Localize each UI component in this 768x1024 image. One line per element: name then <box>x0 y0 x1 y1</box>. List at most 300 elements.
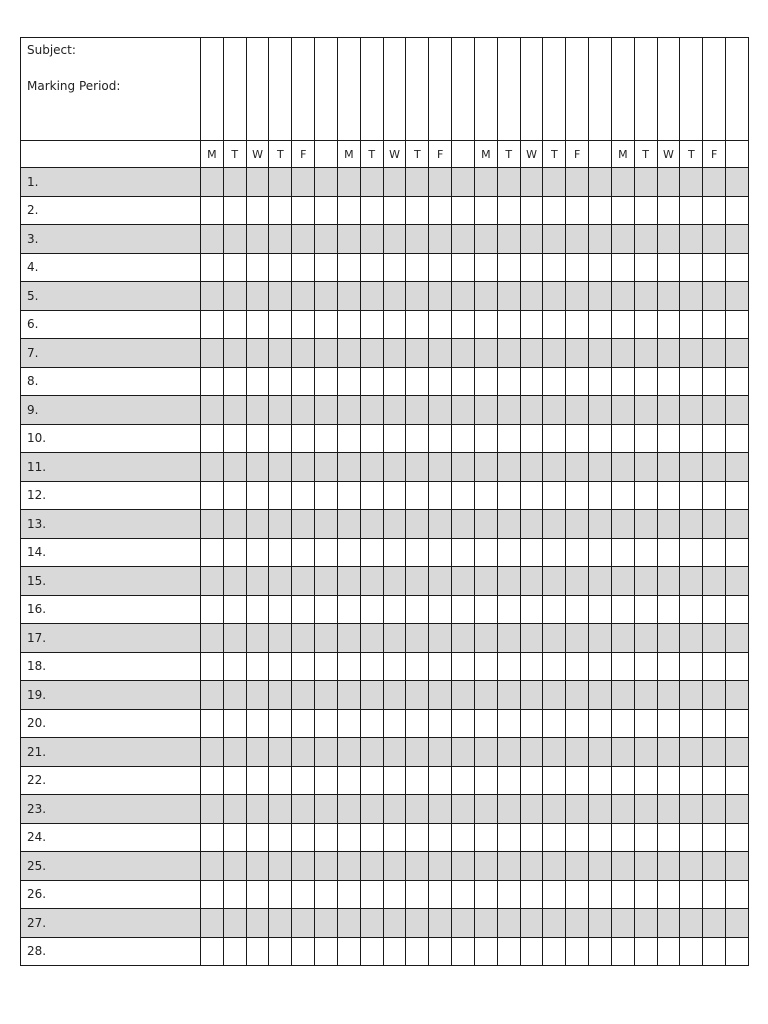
attendance-cell[interactable] <box>269 624 292 653</box>
attendance-cell[interactable] <box>292 766 315 795</box>
attendance-cell[interactable] <box>703 510 726 539</box>
attendance-cell[interactable] <box>566 538 589 567</box>
attendance-cell[interactable] <box>474 396 497 425</box>
header-blank-cell[interactable] <box>406 38 429 141</box>
attendance-cell[interactable] <box>223 453 246 482</box>
attendance-cell[interactable] <box>520 652 543 681</box>
attendance-cell[interactable] <box>703 253 726 282</box>
attendance-cell[interactable] <box>360 681 383 710</box>
attendance-cell[interactable] <box>726 424 749 453</box>
attendance-cell[interactable] <box>223 424 246 453</box>
attendance-cell[interactable] <box>543 538 566 567</box>
attendance-cell[interactable] <box>292 310 315 339</box>
attendance-cell[interactable] <box>566 282 589 311</box>
attendance-cell[interactable] <box>520 453 543 482</box>
attendance-cell[interactable] <box>543 339 566 368</box>
attendance-cell[interactable] <box>566 453 589 482</box>
attendance-cell[interactable] <box>223 709 246 738</box>
attendance-cell[interactable] <box>201 880 224 909</box>
attendance-cell[interactable] <box>429 766 452 795</box>
student-number-cell[interactable]: 7. <box>21 339 201 368</box>
attendance-cell[interactable] <box>680 709 703 738</box>
attendance-cell[interactable] <box>520 709 543 738</box>
attendance-cell[interactable] <box>634 424 657 453</box>
attendance-cell[interactable] <box>406 253 429 282</box>
attendance-cell[interactable] <box>543 282 566 311</box>
attendance-cell[interactable] <box>223 168 246 197</box>
attendance-cell[interactable] <box>429 795 452 824</box>
attendance-cell[interactable] <box>246 681 269 710</box>
attendance-cell[interactable] <box>680 367 703 396</box>
attendance-cell[interactable] <box>497 168 520 197</box>
attendance-cell[interactable] <box>589 424 612 453</box>
attendance-cell[interactable] <box>589 225 612 254</box>
attendance-cell[interactable] <box>452 652 475 681</box>
attendance-cell[interactable] <box>360 738 383 767</box>
attendance-cell[interactable] <box>383 310 406 339</box>
student-number-cell[interactable]: 28. <box>21 937 201 966</box>
attendance-cell[interactable] <box>543 823 566 852</box>
attendance-cell[interactable] <box>566 196 589 225</box>
attendance-cell[interactable] <box>497 823 520 852</box>
attendance-cell[interactable] <box>269 852 292 881</box>
attendance-cell[interactable] <box>223 367 246 396</box>
attendance-cell[interactable] <box>520 481 543 510</box>
attendance-cell[interactable] <box>406 624 429 653</box>
attendance-cell[interactable] <box>566 937 589 966</box>
student-number-cell[interactable]: 18. <box>21 652 201 681</box>
header-blank-cell[interactable] <box>474 38 497 141</box>
attendance-cell[interactable] <box>543 652 566 681</box>
attendance-cell[interactable] <box>726 766 749 795</box>
attendance-cell[interactable] <box>497 937 520 966</box>
attendance-cell[interactable] <box>566 481 589 510</box>
attendance-cell[interactable] <box>201 481 224 510</box>
attendance-cell[interactable] <box>497 510 520 539</box>
attendance-cell[interactable] <box>269 396 292 425</box>
attendance-cell[interactable] <box>246 795 269 824</box>
attendance-cell[interactable] <box>292 168 315 197</box>
attendance-cell[interactable] <box>337 766 360 795</box>
attendance-cell[interactable] <box>726 624 749 653</box>
attendance-cell[interactable] <box>703 396 726 425</box>
attendance-cell[interactable] <box>497 709 520 738</box>
attendance-cell[interactable] <box>589 595 612 624</box>
attendance-cell[interactable] <box>201 681 224 710</box>
attendance-cell[interactable] <box>474 709 497 738</box>
attendance-cell[interactable] <box>360 453 383 482</box>
attendance-cell[interactable] <box>657 652 680 681</box>
attendance-cell[interactable] <box>246 766 269 795</box>
attendance-cell[interactable] <box>337 852 360 881</box>
attendance-cell[interactable] <box>452 168 475 197</box>
attendance-cell[interactable] <box>680 196 703 225</box>
attendance-cell[interactable] <box>269 538 292 567</box>
attendance-cell[interactable] <box>657 367 680 396</box>
attendance-cell[interactable] <box>680 937 703 966</box>
attendance-cell[interactable] <box>497 880 520 909</box>
attendance-cell[interactable] <box>680 453 703 482</box>
attendance-cell[interactable] <box>589 253 612 282</box>
attendance-cell[interactable] <box>360 282 383 311</box>
attendance-cell[interactable] <box>223 339 246 368</box>
attendance-cell[interactable] <box>634 510 657 539</box>
attendance-cell[interactable] <box>315 937 338 966</box>
attendance-cell[interactable] <box>292 339 315 368</box>
attendance-cell[interactable] <box>429 567 452 596</box>
student-number-cell[interactable]: 3. <box>21 225 201 254</box>
attendance-cell[interactable] <box>543 937 566 966</box>
attendance-cell[interactable] <box>520 196 543 225</box>
attendance-cell[interactable] <box>315 481 338 510</box>
attendance-cell[interactable] <box>429 453 452 482</box>
student-number-cell[interactable]: 26. <box>21 880 201 909</box>
attendance-cell[interactable] <box>269 168 292 197</box>
attendance-cell[interactable] <box>452 595 475 624</box>
attendance-cell[interactable] <box>337 909 360 938</box>
attendance-cell[interactable] <box>680 795 703 824</box>
attendance-cell[interactable] <box>634 310 657 339</box>
attendance-cell[interactable] <box>520 880 543 909</box>
student-number-cell[interactable]: 17. <box>21 624 201 653</box>
attendance-cell[interactable] <box>292 595 315 624</box>
attendance-cell[interactable] <box>611 624 634 653</box>
attendance-cell[interactable] <box>657 339 680 368</box>
attendance-cell[interactable] <box>337 538 360 567</box>
attendance-cell[interactable] <box>497 852 520 881</box>
attendance-cell[interactable] <box>315 510 338 539</box>
attendance-cell[interactable] <box>657 880 680 909</box>
attendance-cell[interactable] <box>589 937 612 966</box>
attendance-cell[interactable] <box>657 595 680 624</box>
student-number-cell[interactable]: 1. <box>21 168 201 197</box>
attendance-cell[interactable] <box>201 339 224 368</box>
attendance-cell[interactable] <box>497 624 520 653</box>
attendance-cell[interactable] <box>246 652 269 681</box>
header-blank-cell[interactable] <box>497 38 520 141</box>
attendance-cell[interactable] <box>452 282 475 311</box>
attendance-cell[interactable] <box>726 652 749 681</box>
attendance-cell[interactable] <box>383 225 406 254</box>
attendance-cell[interactable] <box>201 225 224 254</box>
attendance-cell[interactable] <box>680 310 703 339</box>
attendance-cell[interactable] <box>292 567 315 596</box>
attendance-cell[interactable] <box>543 681 566 710</box>
attendance-cell[interactable] <box>429 282 452 311</box>
attendance-cell[interactable] <box>406 225 429 254</box>
attendance-cell[interactable] <box>657 795 680 824</box>
student-number-cell[interactable]: 24. <box>21 823 201 852</box>
attendance-cell[interactable] <box>429 909 452 938</box>
attendance-cell[interactable] <box>383 937 406 966</box>
attendance-cell[interactable] <box>246 481 269 510</box>
attendance-cell[interactable] <box>726 481 749 510</box>
attendance-cell[interactable] <box>680 823 703 852</box>
attendance-cell[interactable] <box>223 595 246 624</box>
attendance-cell[interactable] <box>611 823 634 852</box>
attendance-cell[interactable] <box>497 339 520 368</box>
attendance-cell[interactable] <box>726 168 749 197</box>
attendance-cell[interactable] <box>611 453 634 482</box>
attendance-cell[interactable] <box>634 681 657 710</box>
attendance-cell[interactable] <box>337 453 360 482</box>
attendance-cell[interactable] <box>246 538 269 567</box>
attendance-cell[interactable] <box>520 766 543 795</box>
attendance-cell[interactable] <box>246 852 269 881</box>
attendance-cell[interactable] <box>201 652 224 681</box>
attendance-cell[interactable] <box>657 396 680 425</box>
attendance-cell[interactable] <box>269 909 292 938</box>
attendance-cell[interactable] <box>201 852 224 881</box>
attendance-cell[interactable] <box>589 282 612 311</box>
attendance-cell[interactable] <box>520 282 543 311</box>
attendance-cell[interactable] <box>429 652 452 681</box>
attendance-cell[interactable] <box>223 652 246 681</box>
attendance-cell[interactable] <box>201 909 224 938</box>
attendance-cell[interactable] <box>566 424 589 453</box>
attendance-cell[interactable] <box>703 567 726 596</box>
attendance-cell[interactable] <box>726 538 749 567</box>
attendance-cell[interactable] <box>383 595 406 624</box>
attendance-cell[interactable] <box>246 168 269 197</box>
attendance-cell[interactable] <box>657 567 680 596</box>
student-number-cell[interactable]: 25. <box>21 852 201 881</box>
attendance-cell[interactable] <box>634 196 657 225</box>
attendance-cell[interactable] <box>246 510 269 539</box>
attendance-cell[interactable] <box>337 196 360 225</box>
attendance-cell[interactable] <box>223 196 246 225</box>
attendance-cell[interactable] <box>406 196 429 225</box>
student-number-cell[interactable]: 9. <box>21 396 201 425</box>
attendance-cell[interactable] <box>383 396 406 425</box>
attendance-cell[interactable] <box>383 367 406 396</box>
attendance-cell[interactable] <box>566 367 589 396</box>
attendance-cell[interactable] <box>543 766 566 795</box>
attendance-cell[interactable] <box>429 339 452 368</box>
attendance-cell[interactable] <box>474 310 497 339</box>
student-number-cell[interactable]: 15. <box>21 567 201 596</box>
attendance-cell[interactable] <box>223 909 246 938</box>
attendance-cell[interactable] <box>201 709 224 738</box>
attendance-cell[interactable] <box>315 310 338 339</box>
attendance-cell[interactable] <box>406 595 429 624</box>
attendance-cell[interactable] <box>292 880 315 909</box>
header-blank-cell[interactable] <box>589 38 612 141</box>
attendance-cell[interactable] <box>315 396 338 425</box>
attendance-cell[interactable] <box>566 396 589 425</box>
attendance-cell[interactable] <box>223 253 246 282</box>
attendance-cell[interactable] <box>292 225 315 254</box>
header-blank-cell[interactable] <box>680 38 703 141</box>
attendance-cell[interactable] <box>315 196 338 225</box>
attendance-cell[interactable] <box>611 880 634 909</box>
attendance-cell[interactable] <box>680 339 703 368</box>
attendance-cell[interactable] <box>611 852 634 881</box>
attendance-cell[interactable] <box>429 225 452 254</box>
attendance-cell[interactable] <box>223 310 246 339</box>
attendance-cell[interactable] <box>726 709 749 738</box>
attendance-cell[interactable] <box>634 367 657 396</box>
attendance-cell[interactable] <box>543 909 566 938</box>
attendance-cell[interactable] <box>292 196 315 225</box>
attendance-cell[interactable] <box>406 567 429 596</box>
attendance-cell[interactable] <box>634 225 657 254</box>
attendance-cell[interactable] <box>657 738 680 767</box>
attendance-cell[interactable] <box>337 652 360 681</box>
attendance-cell[interactable] <box>703 795 726 824</box>
header-blank-cell[interactable] <box>703 38 726 141</box>
attendance-cell[interactable] <box>543 510 566 539</box>
student-number-cell[interactable]: 5. <box>21 282 201 311</box>
attendance-cell[interactable] <box>634 538 657 567</box>
student-number-cell[interactable]: 4. <box>21 253 201 282</box>
attendance-cell[interactable] <box>223 823 246 852</box>
attendance-cell[interactable] <box>657 282 680 311</box>
attendance-cell[interactable] <box>589 681 612 710</box>
attendance-cell[interactable] <box>406 823 429 852</box>
attendance-cell[interactable] <box>566 738 589 767</box>
attendance-cell[interactable] <box>406 339 429 368</box>
attendance-cell[interactable] <box>634 709 657 738</box>
attendance-cell[interactable] <box>611 168 634 197</box>
header-blank-cell[interactable] <box>726 38 749 141</box>
attendance-cell[interactable] <box>589 909 612 938</box>
attendance-cell[interactable] <box>223 766 246 795</box>
attendance-cell[interactable] <box>337 567 360 596</box>
attendance-cell[interactable] <box>383 481 406 510</box>
attendance-cell[interactable] <box>680 595 703 624</box>
attendance-cell[interactable] <box>383 652 406 681</box>
attendance-cell[interactable] <box>246 339 269 368</box>
attendance-cell[interactable] <box>383 880 406 909</box>
attendance-cell[interactable] <box>657 253 680 282</box>
attendance-cell[interactable] <box>611 909 634 938</box>
attendance-cell[interactable] <box>360 196 383 225</box>
attendance-cell[interactable] <box>634 937 657 966</box>
attendance-cell[interactable] <box>703 196 726 225</box>
attendance-cell[interactable] <box>474 481 497 510</box>
attendance-cell[interactable] <box>406 909 429 938</box>
attendance-cell[interactable] <box>566 339 589 368</box>
attendance-cell[interactable] <box>726 681 749 710</box>
attendance-cell[interactable] <box>452 253 475 282</box>
attendance-cell[interactable] <box>315 282 338 311</box>
attendance-cell[interactable] <box>566 567 589 596</box>
attendance-cell[interactable] <box>246 880 269 909</box>
attendance-cell[interactable] <box>497 453 520 482</box>
attendance-cell[interactable] <box>589 624 612 653</box>
attendance-cell[interactable] <box>589 510 612 539</box>
attendance-cell[interactable] <box>269 310 292 339</box>
attendance-cell[interactable] <box>292 852 315 881</box>
attendance-cell[interactable] <box>406 453 429 482</box>
attendance-cell[interactable] <box>452 367 475 396</box>
attendance-cell[interactable] <box>566 766 589 795</box>
attendance-cell[interactable] <box>452 453 475 482</box>
attendance-cell[interactable] <box>269 795 292 824</box>
attendance-cell[interactable] <box>726 595 749 624</box>
attendance-cell[interactable] <box>566 225 589 254</box>
attendance-cell[interactable] <box>292 909 315 938</box>
attendance-cell[interactable] <box>634 339 657 368</box>
attendance-cell[interactable] <box>726 310 749 339</box>
attendance-cell[interactable] <box>634 168 657 197</box>
attendance-cell[interactable] <box>703 880 726 909</box>
student-number-cell[interactable]: 22. <box>21 766 201 795</box>
attendance-cell[interactable] <box>201 253 224 282</box>
attendance-cell[interactable] <box>383 510 406 539</box>
attendance-cell[interactable] <box>680 880 703 909</box>
attendance-cell[interactable] <box>703 168 726 197</box>
attendance-cell[interactable] <box>315 367 338 396</box>
attendance-cell[interactable] <box>429 709 452 738</box>
attendance-cell[interactable] <box>452 225 475 254</box>
attendance-cell[interactable] <box>201 424 224 453</box>
attendance-cell[interactable] <box>383 795 406 824</box>
attendance-cell[interactable] <box>337 823 360 852</box>
attendance-cell[interactable] <box>269 823 292 852</box>
attendance-cell[interactable] <box>474 424 497 453</box>
attendance-cell[interactable] <box>726 880 749 909</box>
attendance-cell[interactable] <box>292 453 315 482</box>
attendance-cell[interactable] <box>634 595 657 624</box>
attendance-cell[interactable] <box>520 510 543 539</box>
attendance-cell[interactable] <box>246 595 269 624</box>
attendance-cell[interactable] <box>543 595 566 624</box>
header-blank-cell[interactable] <box>566 38 589 141</box>
attendance-cell[interactable] <box>315 595 338 624</box>
attendance-cell[interactable] <box>589 766 612 795</box>
attendance-cell[interactable] <box>543 225 566 254</box>
attendance-cell[interactable] <box>703 481 726 510</box>
attendance-cell[interactable] <box>360 510 383 539</box>
attendance-cell[interactable] <box>452 738 475 767</box>
attendance-cell[interactable] <box>611 709 634 738</box>
header-blank-cell[interactable] <box>315 38 338 141</box>
attendance-cell[interactable] <box>269 510 292 539</box>
attendance-cell[interactable] <box>246 909 269 938</box>
attendance-cell[interactable] <box>611 396 634 425</box>
attendance-cell[interactable] <box>406 738 429 767</box>
attendance-cell[interactable] <box>429 538 452 567</box>
attendance-cell[interactable] <box>566 681 589 710</box>
attendance-cell[interactable] <box>269 481 292 510</box>
attendance-cell[interactable] <box>497 909 520 938</box>
attendance-cell[interactable] <box>383 339 406 368</box>
attendance-cell[interactable] <box>246 424 269 453</box>
student-number-cell[interactable]: 23. <box>21 795 201 824</box>
attendance-cell[interactable] <box>429 738 452 767</box>
attendance-cell[interactable] <box>452 681 475 710</box>
attendance-cell[interactable] <box>474 852 497 881</box>
attendance-cell[interactable] <box>680 624 703 653</box>
attendance-cell[interactable] <box>337 481 360 510</box>
attendance-cell[interactable] <box>406 510 429 539</box>
attendance-cell[interactable] <box>429 595 452 624</box>
attendance-cell[interactable] <box>520 396 543 425</box>
attendance-cell[interactable] <box>520 367 543 396</box>
attendance-cell[interactable] <box>589 481 612 510</box>
attendance-cell[interactable] <box>337 510 360 539</box>
attendance-cell[interactable] <box>589 396 612 425</box>
attendance-cell[interactable] <box>680 538 703 567</box>
attendance-cell[interactable] <box>315 624 338 653</box>
attendance-cell[interactable] <box>611 196 634 225</box>
attendance-cell[interactable] <box>292 624 315 653</box>
attendance-cell[interactable] <box>246 738 269 767</box>
attendance-cell[interactable] <box>360 396 383 425</box>
student-number-cell[interactable]: 21. <box>21 738 201 767</box>
